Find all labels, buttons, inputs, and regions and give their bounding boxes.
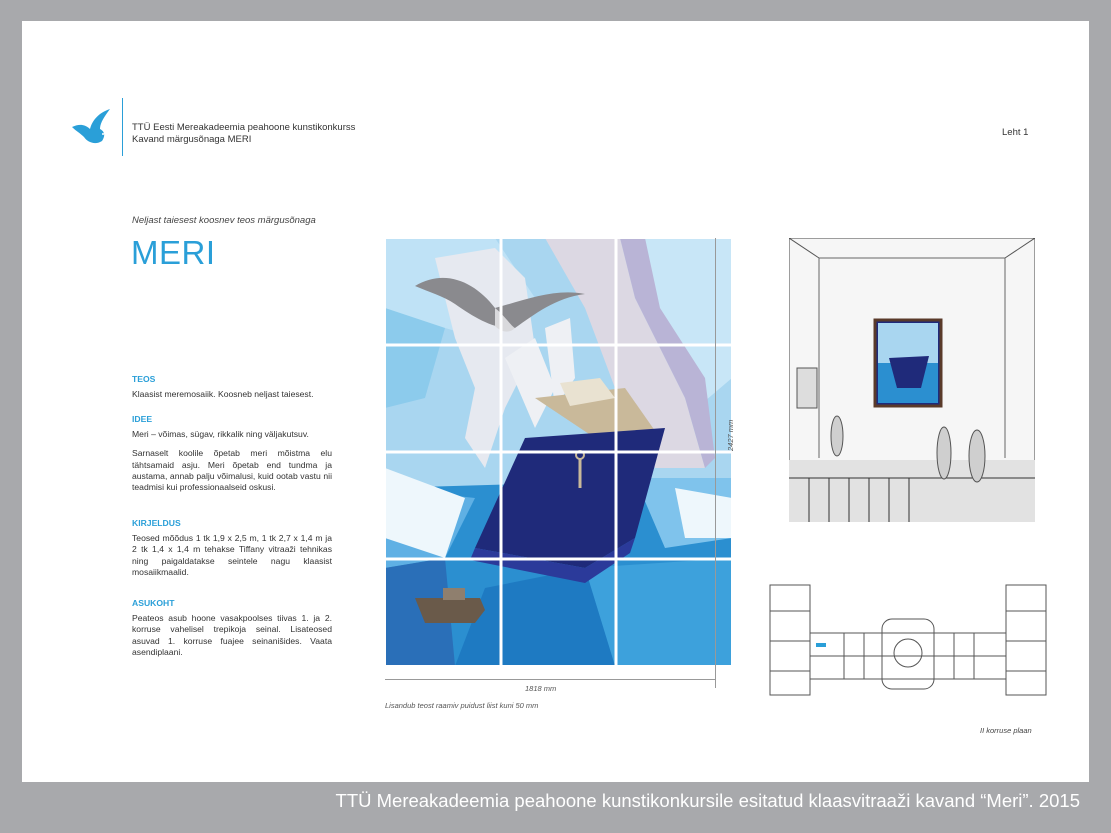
stairwell-sketch xyxy=(789,238,1035,522)
section-teos xyxy=(132,374,332,408)
section-heading: ASUKOHT xyxy=(132,598,175,608)
page-number: Leht 1 xyxy=(1002,127,1029,138)
header-line-2: Kavand märgusõnaga MERI xyxy=(132,134,252,145)
section-text: Meri – võimas, sügav, rikkalik ning väljakutsuv. xyxy=(132,429,309,440)
section-text: Sarnaselt koolile õpetab meri mõistma elu tähtsamaid asju. Meri õpetab end tundma ja austama, annab palju võimalusi, kuid ootab vastu nii teadmisi kui professionaalseid oskusi. xyxy=(132,448,332,493)
footer-caption: TTÜ Mereakadeemia peahoone kunstikonkursile esitatud klaasvitraaži kavand “Meri”. 2015 xyxy=(335,790,1080,811)
section-heading: KIRJELDUS xyxy=(132,518,181,528)
page-title: MERI xyxy=(131,234,216,271)
floor-plan xyxy=(764,581,1052,699)
poster-sheet xyxy=(22,21,1089,782)
width-dimension-label: 1818 mm xyxy=(525,684,557,693)
seagull-logo-icon xyxy=(70,107,114,147)
section-text: Teosed mõõdus 1 tk 1,9 x 2,5 m, 1 tk 2,7 x 1,4 m ja 2 tk 1,4 x 1,4 m tehakse Tiffany vitraaži tehnikas ning paigaldatakse seintele nagu klaasist mosaiikmaalid. xyxy=(132,533,332,577)
section-text: Klaasist meremosaiik. Koosneb neljast taiesest. xyxy=(132,389,314,400)
width-dimension-line xyxy=(385,679,715,680)
height-dimension-label: 2427 mm xyxy=(726,419,735,451)
section-heading: TEOS xyxy=(132,374,156,384)
header-divider xyxy=(122,98,123,156)
section-idee xyxy=(132,414,332,501)
height-dimension-line xyxy=(715,238,716,688)
header-line-1: TTÜ Eesti Mereakadeemia peahoone kunstikonkurss xyxy=(132,122,356,133)
floor-plan-label: II korruse plaan xyxy=(980,726,1032,735)
section-text: Peateos asub hoone vasakpoolses tiivas 1. ja 2. korruse vahelisel trepikoja seinal. Lisateosed asuvad 1. korruse fuajee seinanišides. Vaata asendiplaani. xyxy=(132,613,332,657)
frame-note: Lisandub teost raamiv puidust liist kuni 50 mm xyxy=(385,701,539,710)
intro-subtitle: Neljast taiesest koosnev teos märgusõnaga xyxy=(132,215,316,226)
stained-glass-mosaic xyxy=(385,238,732,666)
section-kirjeldus xyxy=(132,518,332,586)
section-heading: IDEE xyxy=(132,414,153,424)
section-asukoht xyxy=(132,598,332,666)
